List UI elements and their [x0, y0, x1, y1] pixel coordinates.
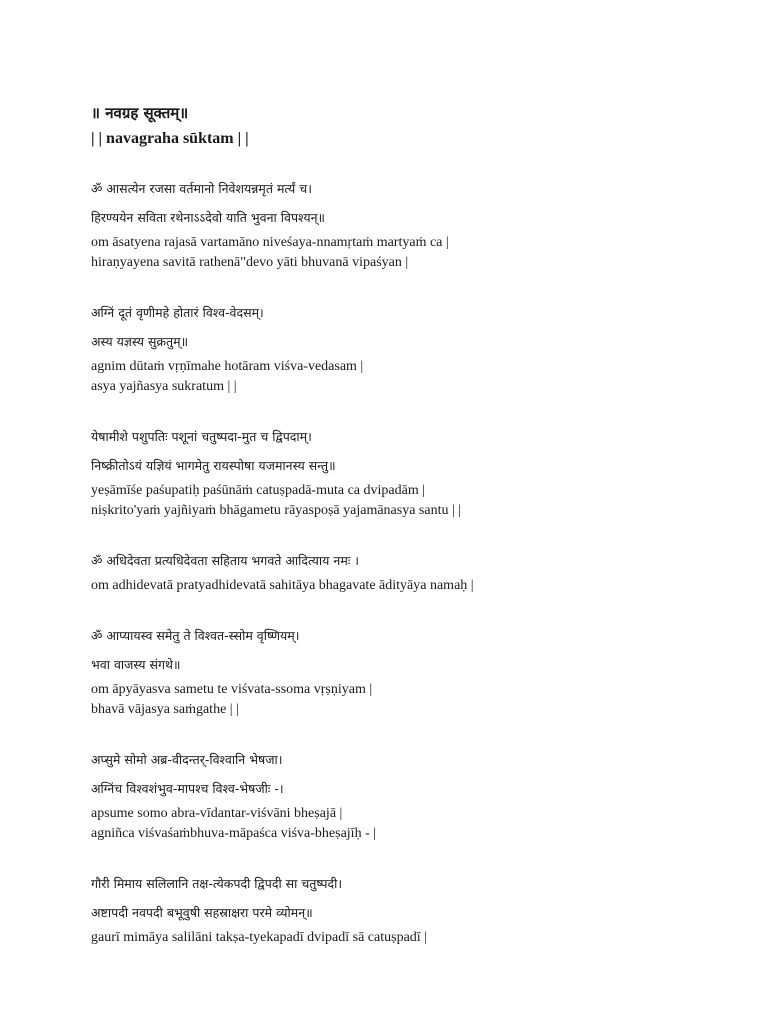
verse-7 [91, 869, 731, 948]
verse-transliteration-line: yeṣāmīśe paśupatiḥ paśūnāṁ catuṣpadā-muta ca dvipadām | [91, 483, 426, 498]
verse-transliteration-line: om āsatyena rajasā vartamāno niveśaya-nnamṛtaṁ martyaṁ ca | [91, 235, 449, 250]
verse-6 [91, 745, 731, 844]
verse-2 [91, 298, 731, 397]
verse-transliteration-line: om adhidevatā pratyadhidevatā sahitāya bhagavate ādityāya namaḥ | [91, 578, 474, 593]
verse-3 [91, 422, 731, 521]
verse-transliteration-line: agniñca viśvaśaṁbhuva-māpaśca viśva-bheṣajīḥ - | [91, 826, 377, 841]
verse-transliteration-line: agnim dūtaṁ vṛṇīmahe hotāram viśva-vedasam | [91, 359, 364, 374]
verse-devanagari-line: ॐ अधिदेवता प्रत्यधिदेवता सहिताय भगवते आदित्याय नमः । [91, 553, 360, 568]
verse-1 [91, 174, 731, 273]
verse-devanagari-line: अष्टापदी नवपदी बभूवुषी सहस्राक्षरा परमे व्योमन्॥ [91, 905, 313, 920]
verse-4 [91, 546, 731, 596]
verse-devanagari-line: भवा वाजस्य संगथे॥ [91, 657, 181, 672]
verse-devanagari-line: अग्निं दूतं वृणीमहे होतारं विश्व-वेदसम्। [91, 305, 264, 320]
verse-devanagari-line: अस्य यज्ञस्य सुक्रतुम्॥ [91, 334, 189, 349]
verse-devanagari-line: ॐ आसत्येन रजसा वर्तमानो निवेशयन्नमृतं मर्त्यं च। [91, 181, 312, 196]
verse-transliteration-line: hiraṇyayena savitā rathenā"devo yāti bhuvanā vipaśyan | [91, 255, 409, 270]
verse-transliteration-line: bhavā vājasya saṁgathe | | [91, 702, 239, 717]
verse-devanagari-line: अप्सुमे सोमो अब्र-वीदन्तर्-विश्वानि भेषजा। [91, 752, 283, 767]
title-devanagari: ॥ नवग्रह सूक्तम्॥ [91, 104, 189, 122]
verse-devanagari-line: हिरण्ययेन सविता रथेनाऽऽदेवो याति भुवना विपश्यन्॥ [91, 210, 326, 225]
verse-transliteration-line: gaurī mimāya salilāni takṣa-tyekapadī dvipadī sā catuṣpadī | [91, 930, 427, 945]
verse-devanagari-line: ॐ आप्यायस्व समेतु ते विश्वत-स्सोम वृष्णियम्। [91, 628, 300, 643]
verse-5 [91, 621, 731, 720]
verse-transliteration-line: asya yajñasya sukratum | | [91, 379, 237, 394]
verse-devanagari-line: निष्क्रीतोऽयं यज्ञियं भागमेतु रायस्पोषा यजमानस्य सन्तु॥ [91, 458, 336, 473]
verse-transliteration-line: niṣkrito'yaṁ yajñiyaṁ bhāgametu rāyaspoṣā yajamānasya santu | | [91, 503, 462, 518]
verse-devanagari-line: अग्निंच विश्वशंभुव-मापश्च विश्व-भेषजीः -। [91, 781, 284, 796]
verse-transliteration-line: apsume somo abra-vīdantar-viśvāni bheṣajā | [91, 806, 343, 821]
document-page [91, 100, 731, 973]
verse-transliteration-line: om āpyāyasva sametu te viśvata-ssoma vṛṣṇiyam | [91, 682, 373, 697]
verse-devanagari-line: गौरी मिमाय सलिलानि तक्ष-त्येकपदी द्विपदी सा चतुष्पदी। [91, 876, 343, 891]
title-transliteration: | | navagraha sūktam | | [91, 130, 249, 147]
verse-devanagari-line: येषामीशे पशुपतिः पशूनां चतुष्पदा-मुत च द्विपदाम्। [91, 429, 312, 444]
